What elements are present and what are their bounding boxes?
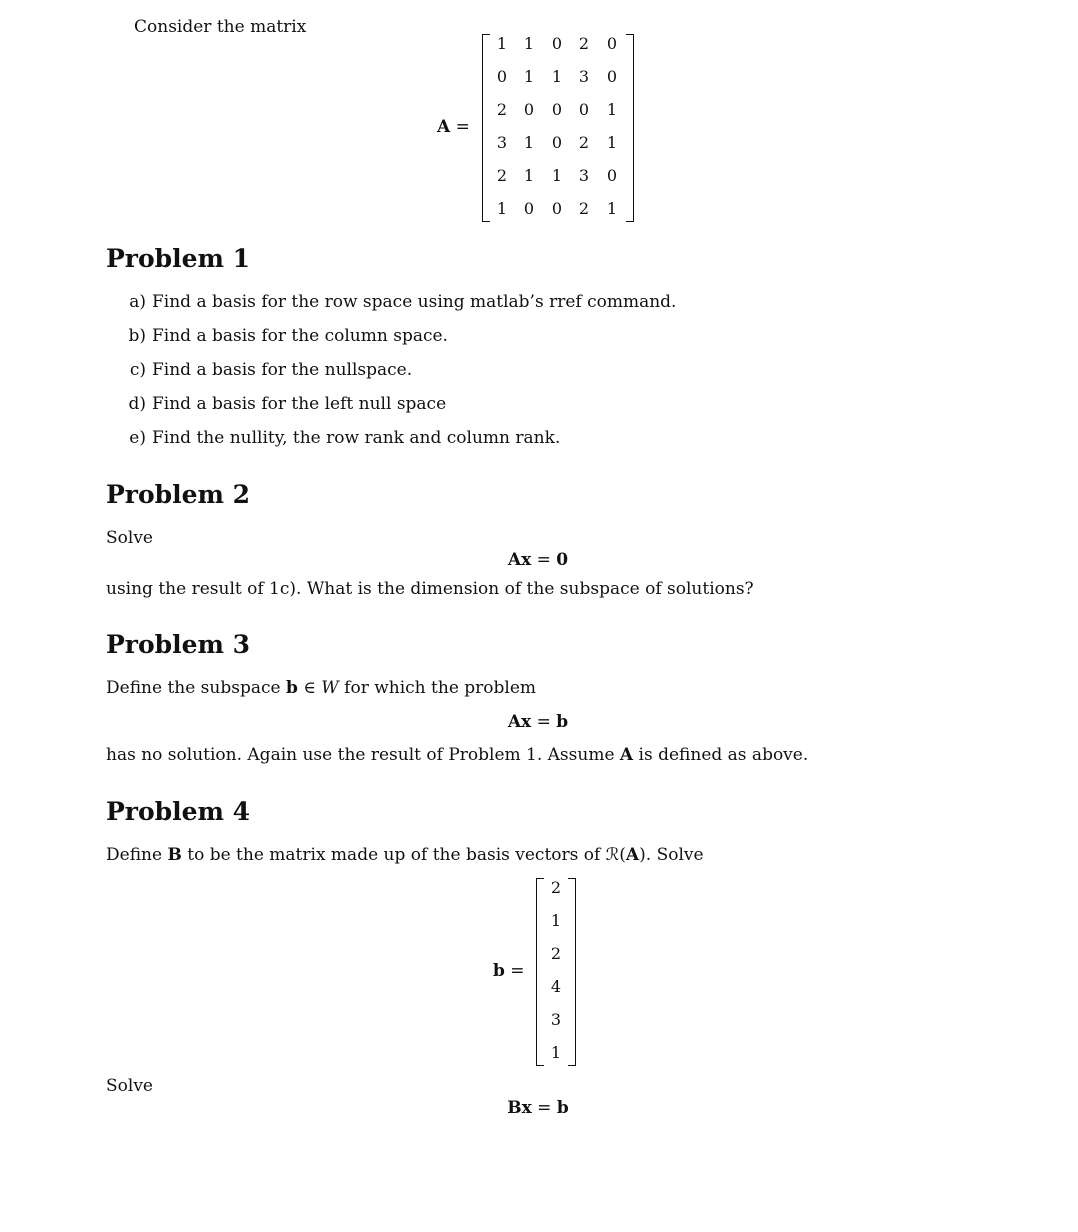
item-text: Find a basis for the nullspace.: [152, 360, 413, 380]
text-span: Define: [106, 845, 168, 865]
item-label: a): [129, 292, 146, 312]
matrix-a-cell: 0: [551, 133, 563, 152]
vector-b-left-bracket: [536, 878, 544, 1066]
item-text: Find a basis for the column space.: [152, 326, 448, 346]
matrix-a-cell: 2: [496, 100, 508, 119]
vector-b-equals: =: [510, 961, 525, 981]
matrix-a-cell: 1: [523, 166, 535, 185]
eq-lhs: Ax: [507, 550, 532, 570]
eq-op: =: [531, 550, 557, 570]
matrix-a-cell: 3: [578, 67, 590, 86]
vector-b-label: [493, 960, 525, 982]
text-span: for which the problem: [338, 678, 537, 698]
text-span: is defined as above.: [633, 745, 809, 765]
problem4-title: Problem 4: [106, 797, 251, 826]
problem3-after: [106, 744, 808, 766]
vector-b-cell: 2: [550, 878, 562, 897]
eq-rhs: b: [556, 1098, 569, 1118]
matrix-a-cell: 0: [551, 199, 563, 218]
matrix-b-symbol: B: [167, 845, 182, 865]
matrix-a-cell: 1: [523, 34, 535, 53]
item-label: b): [128, 326, 146, 346]
matrix-a-cell: 0: [551, 34, 563, 53]
vector-b-symbol: b: [285, 678, 298, 698]
eq-rhs: b: [556, 712, 569, 732]
matrix-a-cell: 3: [496, 133, 508, 152]
matrix-a-cell: 0: [578, 100, 590, 119]
problem1-item-c: [120, 359, 412, 381]
vector-b-cell: 1: [550, 1043, 562, 1062]
paren: ): [639, 845, 646, 865]
matrix-a-symbol: A: [437, 117, 451, 137]
item-label: d): [128, 394, 146, 414]
eq-op: =: [531, 712, 557, 732]
vector-b-cell: 2: [550, 944, 562, 963]
problem1-title: Problem 1: [106, 244, 251, 273]
matrix-a-cell: 1: [496, 199, 508, 218]
matrix-a-cell: 0: [496, 67, 508, 86]
matrix-a-cell: 1: [606, 100, 618, 119]
problem4-equation: [438, 1097, 638, 1119]
matrix-a-equals: =: [455, 117, 470, 137]
matrix-a-cell: 1: [551, 166, 563, 185]
eq-lhs: Bx: [507, 1098, 532, 1118]
vector-b-cell: 3: [550, 1010, 562, 1029]
in-symbol: ∈: [297, 678, 322, 698]
problem3-equation: [438, 711, 638, 733]
matrix-a-cell: 2: [496, 166, 508, 185]
matrix-a-symbol: A: [625, 845, 640, 865]
matrix-a-symbol: A: [619, 745, 634, 765]
vector-b-right-bracket: [568, 878, 576, 1066]
matrix-a-cell: 1: [523, 133, 535, 152]
matrix-a-cell: 2: [578, 34, 590, 53]
vector-b-cell: 1: [550, 911, 562, 930]
item-label: e): [129, 428, 146, 448]
item-text: Find a basis for the left null space: [152, 394, 447, 414]
matrix-a-cell: 0: [606, 67, 618, 86]
matrix-a-cell: 1: [551, 67, 563, 86]
matrix-a: [482, 34, 634, 222]
text-span: . Solve: [645, 845, 704, 865]
problem3-line: [106, 677, 536, 699]
matrix-a-cell: 0: [523, 199, 535, 218]
matrix-a-cell: 1: [523, 67, 535, 86]
problem3-title: Problem 3: [106, 630, 251, 659]
problem2-solve: Solve: [106, 528, 153, 548]
problem2-equation: [438, 549, 638, 571]
intro-text: Consider the matrix: [134, 17, 307, 37]
matrix-a-cell: 1: [496, 34, 508, 53]
vector-b-symbol: b: [493, 961, 505, 981]
matrix-a-label: [437, 116, 470, 138]
matrix-a-cell: 0: [523, 100, 535, 119]
matrix-a-cell: 1: [606, 133, 618, 152]
item-text: Find the nullity, the row rank and column rank.: [152, 428, 561, 448]
problem1-item-a: [120, 291, 676, 313]
problem1-item-d: [120, 393, 446, 415]
matrix-a-cell: 2: [578, 199, 590, 218]
vector-b: [536, 878, 576, 1066]
text-span: to be the matrix made up of the basis vectors of: [181, 845, 606, 865]
matrix-a-cell: 0: [606, 34, 618, 53]
problem2-after: using the result of 1c). What is the dimension of the subspace of solutions?: [106, 579, 754, 599]
item-text: Find a basis for the row space using matlab’s rref command.: [152, 292, 677, 312]
eq-rhs: 0: [556, 550, 569, 570]
eq-op: =: [531, 1098, 557, 1118]
matrix-a-cell: 2: [578, 133, 590, 152]
matrix-a-left-bracket: [482, 34, 490, 222]
text-span: has no solution. Again use the result of Problem 1. Assume: [106, 745, 620, 765]
problem4-solve: Solve: [106, 1076, 153, 1096]
matrix-a-cell: 3: [578, 166, 590, 185]
text-span: Define the subspace: [106, 678, 286, 698]
problem1-item-b: [120, 325, 448, 347]
problem4-line: [106, 844, 704, 866]
item-label: c): [129, 360, 146, 380]
problem1-item-e: [120, 427, 560, 449]
paren: (: [619, 845, 626, 865]
problem2-title: Problem 2: [106, 480, 251, 509]
matrix-a-cell: 1: [606, 199, 618, 218]
vector-b-cell: 4: [550, 977, 562, 996]
eq-lhs: Ax: [507, 712, 532, 732]
matrix-a-right-bracket: [626, 34, 634, 222]
range-symbol: ℛ: [605, 845, 620, 865]
matrix-a-cell: 0: [551, 100, 563, 119]
subspace-w-symbol: W: [321, 678, 339, 698]
matrix-a-cell: 0: [606, 166, 618, 185]
